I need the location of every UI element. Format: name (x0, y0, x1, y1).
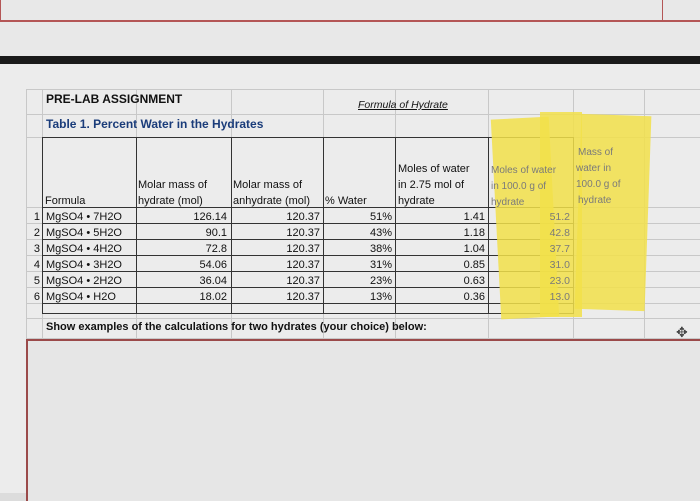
cell-formula[interactable]: MgSO4 • H2O (46, 291, 116, 303)
header-molar-hydrate-2: hydrate (mol) (138, 195, 203, 207)
cell-molar-anhydrate[interactable]: 120.37 (286, 227, 320, 239)
cell-formula[interactable]: MgSO4 • 2H2O (46, 275, 122, 287)
cell-pct-water[interactable]: 31% (369, 259, 392, 271)
cell-molar-hydrate[interactable]: 126.14 (193, 211, 227, 223)
answer-area[interactable] (26, 339, 700, 501)
cell-pct-water[interactable]: 23% (369, 275, 392, 287)
formula-link[interactable]: Formula of Hydrate (358, 99, 448, 111)
cell-mass-water[interactable]: 13.0 (549, 291, 570, 303)
cell-molar-anhydrate[interactable]: 120.37 (286, 291, 320, 303)
cell-pct-water[interactable]: 43% (369, 227, 392, 239)
header-mass-water-3: 100.0 g of (576, 179, 621, 190)
cell-mass-water[interactable]: 23.0 (549, 275, 570, 287)
cell-molar-hydrate[interactable]: 54.06 (199, 259, 227, 271)
cell-formula[interactable]: MgSO4 • 3H2O (46, 259, 122, 271)
cell-molar-hydrate[interactable]: 18.02 (199, 291, 227, 303)
cell-moles-water[interactable]: 1.04 (463, 243, 485, 255)
row-number[interactable]: 3 (33, 243, 40, 255)
header-molar-anhydrate-2: anhydrate (mol) (233, 195, 311, 207)
gridline (26, 89, 27, 338)
cell-mass-water[interactable]: 37.7 (549, 243, 570, 255)
header-moles-water-1: Moles of water (398, 163, 470, 175)
header-moles-100-1: Moles of water (491, 165, 557, 176)
previous-page-area (0, 0, 700, 56)
cell-moles-water[interactable]: 1.18 (463, 227, 485, 239)
page-break-bar (0, 56, 700, 64)
page-title: PRE-LAB ASSIGNMENT (46, 92, 183, 106)
cell-molar-hydrate[interactable]: 36.04 (199, 275, 227, 287)
cell-mass-water[interactable]: 31.0 (549, 259, 570, 271)
cell-mass-water[interactable]: 42.8 (549, 227, 570, 239)
page-border-right (662, 0, 663, 21)
gridline (26, 318, 700, 319)
header-moles-100-2: in 100.0 g of (491, 181, 547, 192)
row-number[interactable]: 2 (33, 227, 40, 239)
header-molar-anhydrate-1: Molar mass of (233, 179, 303, 191)
row-number[interactable]: 6 (33, 291, 40, 303)
cell-formula[interactable]: MgSO4 • 5H2O (46, 227, 122, 239)
cell-formula[interactable]: MgSO4 • 7H2O (46, 211, 122, 223)
cell-molar-anhydrate[interactable]: 120.37 (286, 243, 320, 255)
highlight-mark (575, 114, 652, 311)
header-moles-water-3: hydrate (398, 195, 435, 207)
cell-pct-water[interactable]: 13% (369, 291, 392, 303)
cell-cursor-icon: ✥ (676, 324, 688, 340)
cell-formula[interactable]: MgSO4 • 4H2O (46, 243, 122, 255)
header-formula: Formula (45, 195, 86, 207)
cell-molar-anhydrate[interactable]: 120.37 (286, 275, 320, 287)
cell-molar-anhydrate[interactable]: 120.37 (286, 211, 320, 223)
instruction-text: Show examples of the calculations for two hydrates (your choice) below: (46, 321, 427, 333)
row-number[interactable]: 5 (33, 275, 40, 287)
cell-molar-hydrate[interactable]: 72.8 (205, 243, 227, 255)
cell-moles-water[interactable]: 0.36 (463, 291, 485, 303)
header-mass-water-1: Mass of (578, 147, 614, 158)
cell-pct-water[interactable]: 51% (369, 211, 392, 223)
cell-pct-water[interactable]: 38% (369, 243, 392, 255)
cell-moles-water[interactable]: 0.63 (463, 275, 485, 287)
header-mass-water-4: hydrate (578, 195, 612, 206)
cell-mass-water[interactable]: 51.2 (549, 211, 570, 223)
header-molar-hydrate-1: Molar mass of (138, 179, 208, 191)
cell-moles-water[interactable]: 0.85 (463, 259, 485, 271)
page-border-left (0, 0, 1, 21)
gridline (26, 89, 700, 90)
header-moles-water-2: in 2.75 mol of (398, 179, 465, 191)
page-border-line (0, 20, 700, 22)
row-number[interactable]: 4 (33, 259, 40, 271)
table-title: Table 1. Percent Water in the Hydrates (46, 117, 264, 131)
cell-molar-hydrate[interactable]: 90.1 (205, 227, 227, 239)
cell-moles-water[interactable]: 1.41 (463, 211, 485, 223)
header-mass-water-2: water in (576, 163, 612, 174)
header-moles-100-3: hydrate (491, 197, 525, 208)
header-pct-water: % Water (325, 195, 367, 207)
cell-molar-anhydrate[interactable]: 120.37 (286, 259, 320, 271)
gridline (42, 313, 573, 314)
row-number[interactable]: 1 (33, 211, 40, 223)
